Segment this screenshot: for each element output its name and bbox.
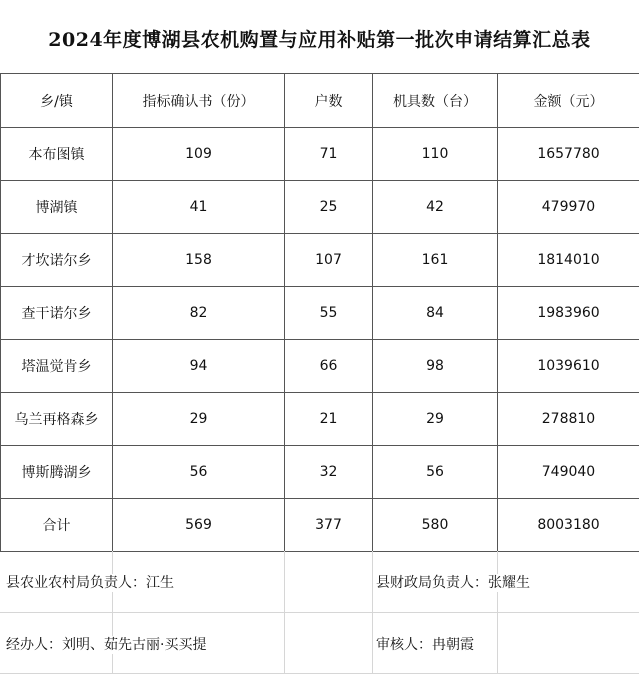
cell-households: 71 xyxy=(285,128,373,181)
cell-amount: 749040 xyxy=(498,446,639,499)
total-confirmation-count: 569 xyxy=(113,499,285,552)
cell-households: 107 xyxy=(285,234,373,287)
cell-township: 博湖镇 xyxy=(1,181,113,234)
cell-amount: 479970 xyxy=(498,181,639,234)
handler: 经办人：刘明、茹先古丽·买买提 xyxy=(6,636,212,654)
header-confirmation-count: 指标确认书（份） xyxy=(113,74,285,128)
table-header-row xyxy=(1,74,639,128)
cell-township: 博斯腾湖乡 xyxy=(1,446,113,499)
cell-confirmation-count: 94 xyxy=(113,340,285,393)
table-row xyxy=(1,287,639,340)
cell-households: 32 xyxy=(285,446,373,499)
table-row xyxy=(1,446,639,499)
agri-bureau-head: 县农业农村局负责人：江生 xyxy=(6,574,180,592)
table-row xyxy=(1,181,639,234)
cell-township: 查干诺尔乡 xyxy=(1,287,113,340)
summary-table xyxy=(0,73,639,552)
cell-households: 21 xyxy=(285,393,373,446)
cell-machines: 161 xyxy=(373,234,498,287)
footer-gridline xyxy=(284,551,285,674)
header-machines: 机具数（台） xyxy=(373,74,498,128)
table-row xyxy=(1,234,639,287)
cell-confirmation-count: 56 xyxy=(113,446,285,499)
cell-amount: 1039610 xyxy=(498,340,639,393)
cell-machines: 110 xyxy=(373,128,498,181)
total-label: 合计 xyxy=(1,499,113,552)
cell-confirmation-count: 82 xyxy=(113,287,285,340)
cell-households: 55 xyxy=(285,287,373,340)
footer-gridline xyxy=(497,551,498,674)
cell-township: 塔温觉肯乡 xyxy=(1,340,113,393)
table-total-row xyxy=(1,499,639,552)
cell-township: 本布图镇 xyxy=(1,128,113,181)
cell-confirmation-count: 109 xyxy=(113,128,285,181)
signature-footer xyxy=(0,551,639,674)
cell-amount: 278810 xyxy=(498,393,639,446)
cell-machines: 98 xyxy=(373,340,498,393)
cell-households: 66 xyxy=(285,340,373,393)
document-title: 2024年度博湖县农机购置与应用补贴第一批次申请结算汇总表 xyxy=(48,29,591,51)
footer-divider xyxy=(0,612,639,613)
header-amount: 金额（元） xyxy=(498,74,639,128)
cell-amount: 1983960 xyxy=(498,287,639,340)
cell-amount: 1814010 xyxy=(498,234,639,287)
cell-amount: 1657780 xyxy=(498,128,639,181)
cell-confirmation-count: 29 xyxy=(113,393,285,446)
table-row xyxy=(1,128,639,181)
cell-township: 乌兰再格森乡 xyxy=(1,393,113,446)
footer-gridline xyxy=(112,551,113,674)
cell-confirmation-count: 41 xyxy=(113,181,285,234)
cell-confirmation-count: 158 xyxy=(113,234,285,287)
header-households: 户数 xyxy=(285,74,373,128)
cell-machines: 56 xyxy=(373,446,498,499)
reviewer: 审核人：冉朝霞 xyxy=(376,636,480,654)
total-households: 377 xyxy=(285,499,373,552)
total-machines: 580 xyxy=(373,499,498,552)
total-amount: 8003180 xyxy=(498,499,639,552)
cell-households: 25 xyxy=(285,181,373,234)
header-township: 乡/镇 xyxy=(1,74,113,128)
cell-machines: 42 xyxy=(373,181,498,234)
finance-bureau-head: 县财政局负责人：张耀生 xyxy=(376,574,536,592)
table-row xyxy=(1,340,639,393)
cell-machines: 29 xyxy=(373,393,498,446)
footer-gridline xyxy=(372,551,373,674)
table-row xyxy=(1,393,639,446)
cell-machines: 84 xyxy=(373,287,498,340)
cell-township: 才坎诺尔乡 xyxy=(1,234,113,287)
